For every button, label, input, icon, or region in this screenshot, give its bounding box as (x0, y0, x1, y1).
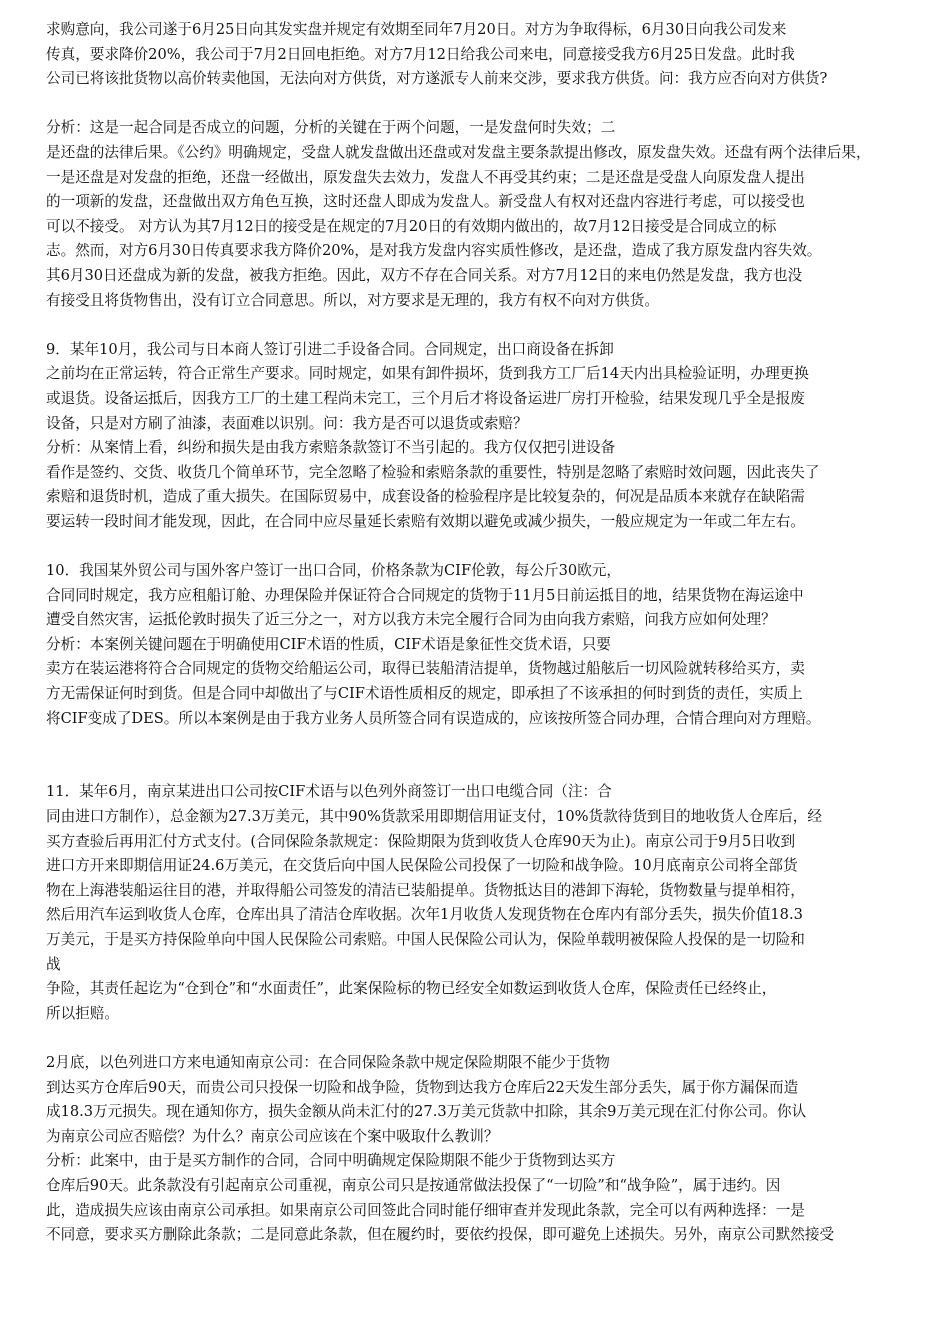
text-line: 买方查验后再用汇付方式支付。(合同保险条款规定：保险期限为货到收货人仓库90天为止)。南京公司于9月5日收到 (46, 832, 796, 850)
text-line: 要运转一段时间才能发现，因此，在合同中应尽量延长索赔有效期以避免或减少损失，一般应规定为一年或二年左右。 (46, 512, 805, 530)
text-line: 将CIF变成了DES。所以本案例是由于我方业务人员所签合同有误造成的，应该按所签合同办理，合情合理向对方理赔。 (46, 709, 821, 727)
text-line: 9．某年10月，我公司与日本商人签订引进二手设备合同。合同规定，出口商设备在拆卸 (46, 340, 614, 358)
paragraph-spacer (46, 313, 910, 338)
text-line: 设备，只是对方刷了油漆，表面难以识别。问：我方是否可以退货或索赔？ (46, 414, 528, 432)
text-line: 物在上海港装船运往目的港，并取得船公司签发的清洁已装船提单。货物抵达目的港卸下海轮，货物数量与提单相符， (46, 881, 805, 899)
text-line: 是还盘的法律后果。《公约》明确规定，受盘人就发盘做出还盘或对发盘主要条款提出修改，原发盘失效。还盘有两个法律后果， (46, 143, 871, 161)
text-line: 11．某年6月，南京某进出口公司按CIF术语与以色列外商签订一出口电缆合同（注：合 (46, 783, 612, 801)
paragraph-spacer (46, 92, 910, 117)
text-line: 分析：此案中，由于是买方制作的合同，合同中明确规定保险期限不能少于货物到达买方 (46, 1152, 616, 1170)
text-line: 看作是签约、交货、收货几个简单环节，完全忽略了检验和索赔条款的重要性，特别是忽略了索赔时效问题，因此丧失了 (46, 463, 820, 481)
text-line: 的一项新的发盘，还盘做出双方角色互换，这时还盘人即成为发盘人。新受盘人有权对还盘内容进行考虑，可以接受也 (46, 193, 805, 211)
text-line: 到达买方仓库后90天，而贵公司只投保一切险和战争险，货物到达我方仓库后22天发生部分丢失，属于你方漏保而造 (46, 1078, 799, 1096)
text-line: 万美元，于是买方持保险单向中国人民保险公司索赔。中国人民保险公司认为，保险单载明被保险人投保的是一切险和 (46, 930, 805, 948)
text-line: 所以拒赔。 (46, 1004, 119, 1022)
text-line: 10．我国某外贸公司与国外客户签订一出口合同，价格条款为CIF伦敦，每公斤30欧元， (46, 562, 621, 580)
text-line: 成18.3万元损失。现在通知你方，损失金额从尚未汇付的27.3万美元货款中扣除，其余9万美元现在汇付你公司。你认 (46, 1103, 807, 1121)
text-line: 战 (46, 955, 61, 973)
text-line: 方无需保证何时到货。但是合同中却做出了与CIF术语性质相反的规定，即承担了不该承担的何时到货的责任，实质上 (46, 685, 803, 703)
text-line: 有接受且将货物售出，没有订立合同意思。所以，对方要求是无理的，我方有权不向对方供货。 (46, 291, 659, 309)
paragraph-spacer (46, 731, 910, 780)
text-line: 然后用汽车运到收货人仓库，仓库出具了清洁仓库收据。次年1月收货人发现货物在仓库内有部分丢失，损失价值18.3 (46, 906, 803, 924)
paragraph-spacer (46, 1026, 910, 1051)
text-line: 进口方开来即期信用证24.6万美元，在交货后向中国人民保险公司投保了一切险和战争险。10月底南京公司将全部货 (46, 857, 798, 875)
text-line: 2月底，以色列进口方来电通知南京公司：在合同保险条款中规定保险期限不能少于货物 (46, 1053, 610, 1071)
text-line: 争险，其责任起讫为“仓到仓”和“水面责任”，此案保险标的物已经安全如数运到收货人仓库，保险责任已经终止， (46, 980, 777, 998)
text-line: 同由进口方制作），总金额为27.3万美元，其中90%货款采用即期信用证支付，10%货款待货到目的地收货人仓库后，经 (46, 808, 822, 825)
text-line: 传真，要求降价20%，我公司于7月2日回电拒绝。对方7月12日给我公司来电，同意接受我方6月25日发盘。此时我 (46, 45, 795, 63)
text-line: 分析：这是一起合同是否成立的问题，分析的关键在于两个问题，一是发盘何时失效；二 (46, 119, 616, 137)
text-line: 求购意向，我公司遂于6月25日向其发实盘并规定有效期至同年7月20日。对方为争取得标，6月30日向我公司发来 (46, 21, 787, 38)
paragraph (46, 780, 910, 1026)
text-line: 索赔和退货时机，造成了重大损失。在国际贸易中，成套设备的检验程序是比较复杂的，何况是品质本来就存在缺陷需 (46, 488, 805, 506)
text-line: 志。然而，对方6月30日传真要求我方降价20%，是对我方发盘内容实质性修改，是还盘，造成了我方原发盘内容失效。 (46, 242, 822, 260)
text-line: 分析：从案情上看，纠纷和损失是由我方索赔条款签订不当引起的。我方仅仅把引进设备 (46, 439, 616, 457)
text-line: 一是还盘是对发盘的拒绝，还盘一经做出，原发盘失去效力，发盘人不再受其约束；二是还盘是受盘人向原发盘人提出 (46, 168, 805, 186)
text-line: 不同意，要求买方删除此条款；二是同意此条款，但在履约时，要依约投保，即可避免上述损失。另外，南京公司默然接受 (46, 1226, 835, 1244)
text-line: 公司已将该批货物以高价转卖他国，无法向对方供货，对方遂派专人前来交涉，要求我方供货。问：我方应否向对方供货? (46, 70, 828, 88)
text-line: 其6月30日还盘成为新的发盘，被我方拒绝。因此，双方不存在合同关系。对方7月12日的来电仍然是发盘，我方也没 (46, 266, 803, 284)
text-line: 遭受自然灾害，运抵伦敦时损失了近三分之一，对方以我方未完全履行合同为由向我方索赔，问我方应如何处理？ (46, 611, 776, 629)
paragraph-spacer (46, 534, 910, 559)
text-line: 此，造成损失应该由南京公司承担。如果南京公司回签此合同时能仔细审查并发现此条款，完全可以有两种选择：一是 (46, 1201, 805, 1219)
text-line: 可以不接受。 对方认为其7月12日的接受是在规定的7月20日的有效期内做出的，故7月12日接受是合同成立的标 (46, 217, 777, 235)
paragraph (46, 1051, 910, 1248)
text-line: 分析：本案例关键问题在于明确使用CIF术语的性质，CIF术语是象征性交货术语，只要 (46, 635, 611, 653)
text-line: 为南京公司应否赔偿？为什么？南京公司应该在个案中吸取什么教训？ (46, 1127, 499, 1145)
text-line: 合同同时规定，我方应租船订舱、办理保险并保证符合合同规定的货物于11月5日前运抵目的地，结果货物在海运途中 (46, 586, 804, 604)
text-line: 或退货。设备运抵后，因我方工厂的土建工程尚未完工，三个月后才将设备运进厂房打开检验，结果发现几乎全是报废 (46, 389, 805, 407)
paragraph (46, 559, 910, 731)
text-line: 卖方在装运港将符合合同规定的货物交给船运公司，取得已装船清洁提单，货物越过船舷后一切风险就转移给买方，卖 (46, 660, 805, 678)
paragraph (46, 116, 910, 313)
text-line: 之前均在正常运转，符合正常生产要求。同时规定，如果有卸件损坏，货到我方工厂后14天内出具检验证明，办理更换 (46, 365, 809, 383)
paragraph (46, 338, 910, 535)
text-line: 仓库后90天。此条款没有引起南京公司重视，南京公司只是按通常做法投保了“一切险”和“战争险”，属于违约。因 (46, 1176, 781, 1194)
paragraph (46, 18, 910, 92)
